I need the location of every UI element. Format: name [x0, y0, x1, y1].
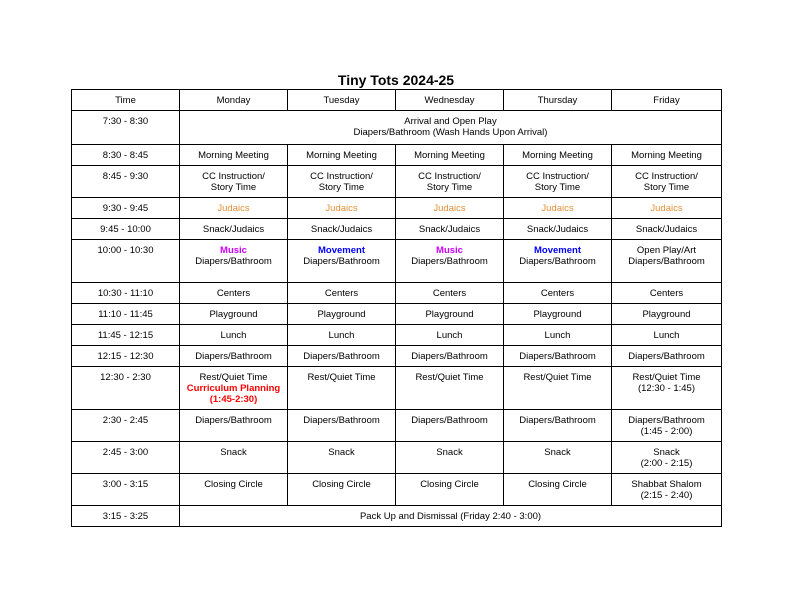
- activity-cell: Playground: [504, 304, 612, 325]
- activity-cell: Snack/Judaics: [504, 219, 612, 240]
- activity-cell: Judaics: [396, 198, 504, 219]
- activity-cell: Diapers/Bathroom: [504, 346, 612, 367]
- time-cell: 10:00 - 10:30: [72, 240, 180, 283]
- activity-cell: [504, 166, 612, 198]
- table-row: [72, 145, 722, 166]
- time-cell: 9:30 - 9:45: [72, 198, 180, 219]
- table-row: [72, 219, 722, 240]
- curriculum-planning-note: Curriculum Planning: [186, 383, 281, 394]
- activity-line: CC Instruction/: [202, 171, 265, 182]
- activity-cell: Morning Meeting: [612, 145, 722, 166]
- header-wednesday: Wednesday: [396, 90, 504, 111]
- activity-line: CC Instruction/: [635, 171, 698, 182]
- activity-cell: Snack: [396, 442, 504, 474]
- header-monday: Monday: [180, 90, 288, 111]
- activity-cell: Closing Circle: [504, 474, 612, 506]
- schedule-table: [71, 89, 722, 527]
- activity-cell: [288, 240, 396, 283]
- activity-cell: Centers: [612, 283, 722, 304]
- activity-line: CC Instruction/: [526, 171, 589, 182]
- activity-line: Diapers/Bathroom: [411, 256, 488, 267]
- page-title: Tiny Tots 2024-25: [337, 72, 455, 88]
- activity-cell: Snack: [504, 442, 612, 474]
- movement-label: Movement: [318, 245, 365, 256]
- movement-label: Movement: [534, 245, 581, 256]
- activity-line: Story Time: [210, 182, 257, 193]
- activity-cell: Snack: [288, 442, 396, 474]
- header-friday: Friday: [612, 90, 722, 111]
- activity-cell: [612, 474, 722, 506]
- header-time: Time: [72, 90, 180, 111]
- shabbat-shalom-label: Shabbat Shalom: [631, 479, 702, 490]
- table-row: [72, 410, 722, 442]
- activity-cell: Diapers/Bathroom: [504, 410, 612, 442]
- table-row: [72, 198, 722, 219]
- activity-cell: Morning Meeting: [180, 145, 288, 166]
- activity-cell: Morning Meeting: [288, 145, 396, 166]
- activity-cell: Judaics: [180, 198, 288, 219]
- activity-cell: [396, 166, 504, 198]
- activity-cell: Judaics: [612, 198, 722, 219]
- time-cell: 9:45 - 10:00: [72, 219, 180, 240]
- activity-cell: Rest/Quiet Time: [504, 367, 612, 410]
- activity-line: Story Time: [534, 182, 581, 193]
- table-row: [72, 346, 722, 367]
- curriculum-planning-time: (1:45-2:30): [209, 394, 258, 405]
- arrival-cell: [180, 111, 722, 145]
- activity-cell: Rest/Quiet Time: [396, 367, 504, 410]
- activity-cell: Judaics: [504, 198, 612, 219]
- activity-line: Diapers/Bathroom: [628, 415, 705, 426]
- arrival-line-1: Arrival and Open Play: [404, 116, 497, 127]
- activity-cell: [612, 240, 722, 283]
- activity-line: Diapers/Bathroom: [519, 256, 596, 267]
- activity-line: Diapers/Bathroom: [628, 256, 705, 267]
- dismissal-cell: Pack Up and Dismissal (Friday 2:40 - 3:00): [180, 506, 722, 527]
- time-cell: 7:30 - 8:30: [72, 111, 180, 145]
- table-row: [72, 304, 722, 325]
- activity-cell: [180, 240, 288, 283]
- activity-cell: Morning Meeting: [504, 145, 612, 166]
- table-row: [72, 506, 722, 527]
- activity-cell: Closing Circle: [396, 474, 504, 506]
- activity-line: Story Time: [643, 182, 690, 193]
- activity-cell: Snack/Judaics: [612, 219, 722, 240]
- activity-cell: [180, 166, 288, 198]
- activity-cell: Snack/Judaics: [180, 219, 288, 240]
- time-cell: 3:15 - 3:25: [72, 506, 180, 527]
- friday-time-note: (2:15 - 2:40): [640, 490, 693, 501]
- time-cell: 3:00 - 3:15: [72, 474, 180, 506]
- activity-cell: Centers: [396, 283, 504, 304]
- time-cell: 12:15 - 12:30: [72, 346, 180, 367]
- time-cell: 8:45 - 9:30: [72, 166, 180, 198]
- activity-cell: Lunch: [612, 325, 722, 346]
- activity-cell: Snack/Judaics: [396, 219, 504, 240]
- activity-cell: Diapers/Bathroom: [288, 346, 396, 367]
- table-row: [72, 442, 722, 474]
- table-row: [72, 111, 722, 145]
- arrival-line-2: Diapers/Bathroom (Wash Hands Upon Arrival): [353, 127, 548, 138]
- table-row: [72, 166, 722, 198]
- table-row: [72, 367, 722, 410]
- activity-line: Snack: [653, 447, 680, 458]
- activity-cell: [612, 367, 722, 410]
- activity-cell: Lunch: [504, 325, 612, 346]
- activity-line: Rest/Quiet Time: [199, 372, 268, 383]
- activity-cell: Diapers/Bathroom: [180, 346, 288, 367]
- header-tuesday: Tuesday: [288, 90, 396, 111]
- time-cell: 8:30 - 8:45: [72, 145, 180, 166]
- header-thursday: Thursday: [504, 90, 612, 111]
- activity-cell: Diapers/Bathroom: [288, 410, 396, 442]
- activity-cell: [612, 442, 722, 474]
- activity-cell: Centers: [180, 283, 288, 304]
- activity-cell: Playground: [612, 304, 722, 325]
- activity-cell: Morning Meeting: [396, 145, 504, 166]
- activity-line: CC Instruction/: [418, 171, 481, 182]
- activity-cell: Closing Circle: [288, 474, 396, 506]
- activity-line: Story Time: [426, 182, 473, 193]
- music-label: Music: [220, 245, 247, 256]
- activity-cell: Diapers/Bathroom: [396, 346, 504, 367]
- activity-line: Diapers/Bathroom: [195, 256, 272, 267]
- header-row: [72, 90, 722, 111]
- music-label: Music: [436, 245, 463, 256]
- activity-cell: Lunch: [396, 325, 504, 346]
- friday-time-note: (1:45 - 2:00): [640, 426, 693, 437]
- activity-cell: Lunch: [180, 325, 288, 346]
- time-cell: 2:45 - 3:00: [72, 442, 180, 474]
- activity-cell: Diapers/Bathroom: [396, 410, 504, 442]
- activity-cell: Snack: [180, 442, 288, 474]
- activity-cell: Judaics: [288, 198, 396, 219]
- activity-cell: [180, 367, 288, 410]
- time-cell: 11:45 - 12:15: [72, 325, 180, 346]
- activity-cell: [504, 240, 612, 283]
- time-cell: 11:10 - 11:45: [72, 304, 180, 325]
- activity-cell: [288, 166, 396, 198]
- activity-cell: Playground: [180, 304, 288, 325]
- friday-time-note: (2:00 - 2:15): [640, 458, 693, 469]
- table-row: [72, 474, 722, 506]
- time-cell: 10:30 - 11:10: [72, 283, 180, 304]
- time-cell: 2:30 - 2:45: [72, 410, 180, 442]
- activity-line: Open Play/Art: [636, 245, 697, 256]
- activity-cell: Lunch: [288, 325, 396, 346]
- activity-cell: Playground: [288, 304, 396, 325]
- activity-cell: Closing Circle: [180, 474, 288, 506]
- table-row: [72, 283, 722, 304]
- activity-line: Story Time: [318, 182, 365, 193]
- activity-cell: Snack/Judaics: [288, 219, 396, 240]
- activity-cell: Centers: [504, 283, 612, 304]
- activity-cell: Diapers/Bathroom: [180, 410, 288, 442]
- activity-line: CC Instruction/: [310, 171, 373, 182]
- activity-cell: Centers: [288, 283, 396, 304]
- activity-cell: [612, 166, 722, 198]
- activity-cell: [396, 240, 504, 283]
- activity-line: Diapers/Bathroom: [303, 256, 380, 267]
- activity-cell: [612, 410, 722, 442]
- activity-line: Rest/Quiet Time: [632, 372, 701, 383]
- activity-cell: Rest/Quiet Time: [288, 367, 396, 410]
- friday-time-note: (12:30 - 1:45): [637, 383, 696, 394]
- activity-cell: Diapers/Bathroom: [612, 346, 722, 367]
- table-row: [72, 325, 722, 346]
- activity-cell: Playground: [396, 304, 504, 325]
- time-cell: 12:30 - 2:30: [72, 367, 180, 410]
- table-row: [72, 240, 722, 283]
